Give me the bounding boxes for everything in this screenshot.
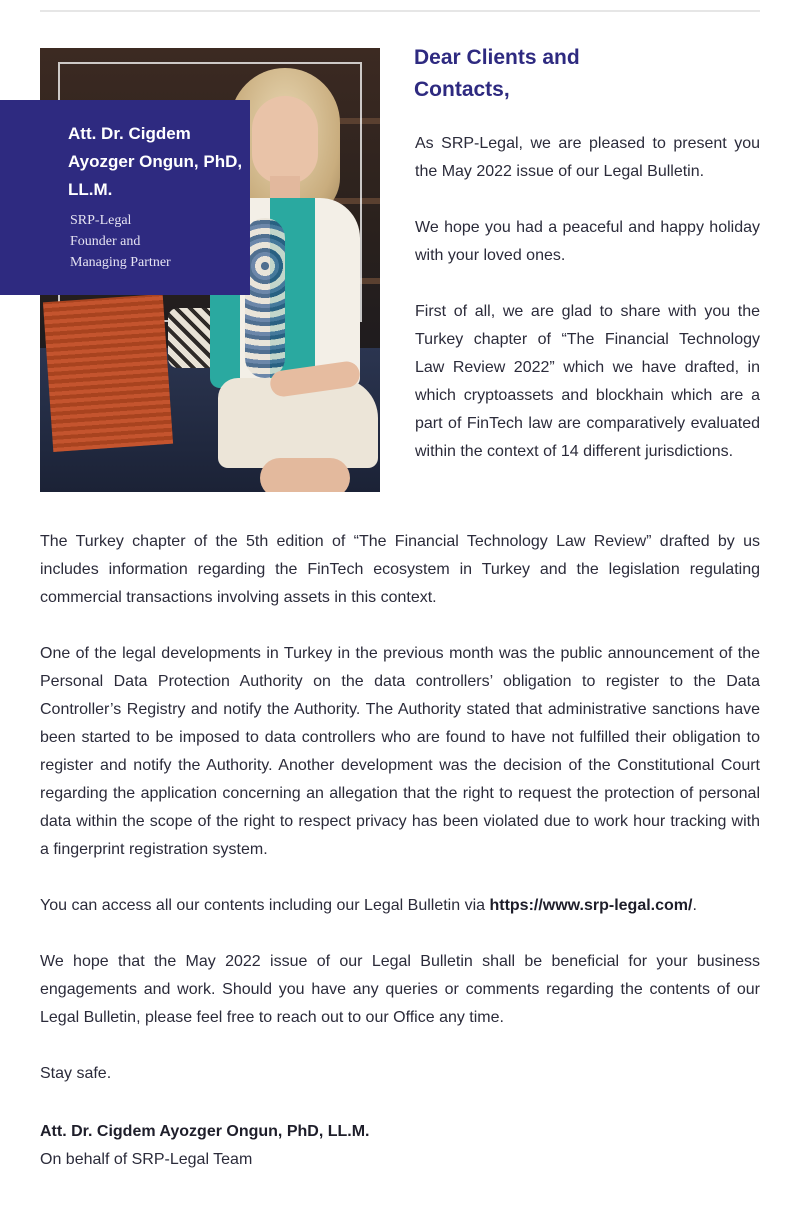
- access-suffix: .: [692, 897, 697, 914]
- role-line: Managing Partner: [70, 255, 171, 270]
- dress-pattern: [245, 218, 285, 378]
- role-line: Founder and: [70, 234, 141, 249]
- portrait-face: [252, 96, 318, 184]
- greeting-heading: Dear Clients and Contacts,: [414, 46, 580, 101]
- stay-safe: Stay safe.: [40, 1065, 112, 1082]
- access-text: You can access all our contents including our Legal Bulletin via: [40, 897, 490, 914]
- portrait-legs: [260, 458, 350, 492]
- name-card: [0, 100, 250, 295]
- paragraph-intro: As SRP-Legal, we are pleased to present you the May 2022 issue of our Legal Bulletin.: [415, 135, 760, 180]
- author-name: Att. Dr. Cigdem Ayozger Ongun, PhD, LL.M.: [68, 124, 243, 199]
- paragraph-fintech: First of all, we are glad to share with you the Turkey chapter of “The Financial Technology Law Review 2022” which we have drafted, in which cryptoassets and blockhain which are a part of FinTech law are comparatively evaluated within the context of 14 different jurisdictions.: [415, 303, 760, 460]
- paragraph-chapter: The Turkey chapter of the 5th edition of “The Financial Technology Law Review” drafted by us includes information regarding the FinTech ecosystem in Turkey and the legislation regulating commercial transactions involving assets in this context.: [40, 533, 760, 606]
- signature-name: Att. Dr. Cigdem Ayozger Ongun, PhD, LL.M.: [40, 1123, 370, 1140]
- paragraph-closing: We hope that the May 2022 issue of our Legal Bulletin shall be beneficial for your business engagements and work. Should you have any queries or comments regarding the contents of our Legal Bulletin, please feel free to reach out to our Office any time.: [40, 953, 760, 1026]
- role-line: SRP-Legal: [70, 213, 132, 228]
- paragraph-developments: One of the legal developments in Turkey in the previous month was the public announcement of the Personal Data Protection Authority on the data controllers’ obligation to register to the Data Controller’s Registry and notify the Authority. The Authority stated that administrative sanctions have been started to be imposed to data controllers who are found to have not fulfilled their obligation to register and notify the Authority. Another development was the decision of the Constitutional Court regarding the application concerning an allegation that the right to request the protection of personal data within the scope of the right to respect privacy has been violated due to work hour tracking with a fingerprint registration system.: [40, 645, 760, 858]
- orange-throw: [43, 294, 173, 452]
- paragraph-holiday: We hope you had a peaceful and happy holiday with your loved ones.: [415, 219, 760, 264]
- signature-team: On behalf of SRP-Legal Team: [40, 1151, 253, 1168]
- paragraph-access: [40, 892, 780, 920]
- top-divider: [40, 10, 760, 12]
- website-link[interactable]: https://www.srp-legal.com/: [489, 897, 693, 914]
- author-role: [70, 210, 240, 273]
